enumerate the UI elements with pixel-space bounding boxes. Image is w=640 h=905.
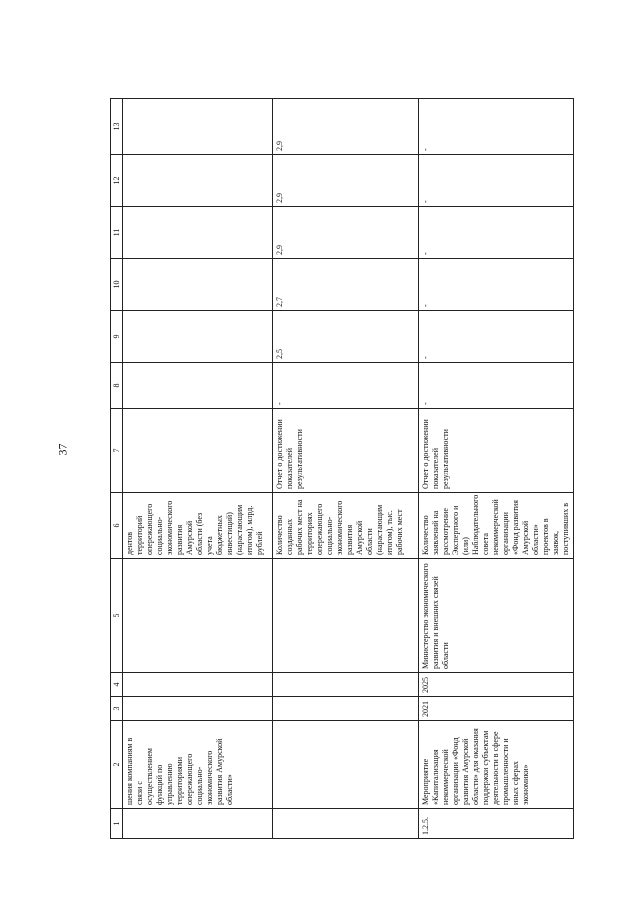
cell-name: шения компаниям в связи с осуществлением функций по управлению территориями опережающего социально-экономического развития Амурской области» [123, 721, 273, 809]
cell-indicator: Количество созданных рабочих мест на территориях опережающего социально-экономического развития Амурской области (нарастающим итогом), тыс. рабочих мест [273, 493, 419, 559]
cell-value [123, 207, 273, 259]
cell-end-year [123, 673, 273, 697]
cell-indicator: дентов территорий опережающего социально-экономического развития Амурской области (без учета бюджетных инвестиций) (нарастающим итогом), млрд. рублей [123, 493, 273, 559]
cell-number: 1.2.5. [419, 809, 574, 839]
cell-start-year [273, 697, 419, 721]
col-header-11: 11 [111, 207, 123, 259]
table-row [123, 99, 273, 839]
cell-name [273, 721, 419, 809]
cell-source: Отчет о достижении показателей результативности [273, 409, 419, 493]
cell-executor [123, 559, 273, 673]
cell-value: - [419, 311, 574, 363]
cell-value: - [419, 363, 574, 409]
cell-value: - [419, 155, 574, 207]
cell-value: 2,9 [273, 207, 419, 259]
cell-end-year [273, 673, 419, 697]
table-row [419, 99, 574, 839]
cell-value: - [419, 99, 574, 155]
cell-executor [273, 559, 419, 673]
program-table [110, 98, 574, 839]
cell-value [123, 363, 273, 409]
cell-executor: Министерство экономического развития и внешних связей области [419, 559, 574, 673]
col-header-10: 10 [111, 259, 123, 311]
col-header-4: 4 [111, 673, 123, 697]
cell-value: 2,9 [273, 155, 419, 207]
cell-value [123, 99, 273, 155]
cell-name: Мероприятие «Капитализация некоммерческой организации «Фонд развития Амурской области» для оказания поддержки субъектам деятельности в сфере промышленности и иных сферах экономики» [419, 721, 574, 809]
col-header-8: 8 [111, 363, 123, 409]
table-row [273, 99, 419, 839]
cell-number [123, 809, 273, 839]
col-header-6: 6 [111, 493, 123, 559]
col-header-2: 2 [111, 721, 123, 809]
cell-value [123, 155, 273, 207]
cell-value [123, 259, 273, 311]
cell-start-year [123, 697, 273, 721]
cell-number [273, 809, 419, 839]
col-header-7: 7 [111, 409, 123, 493]
cell-value [123, 311, 273, 363]
cell-value: - [419, 207, 574, 259]
cell-value: 2,7 [273, 259, 419, 311]
cell-source: Отчет о достижении показателей результативности [419, 409, 574, 493]
cell-value: 2,9 [273, 99, 419, 155]
cell-indicator: Количество заявлений на рассмотрение Экспертного и (или) Наблюдательного совета некоммерческой организации «Фонд развития Амурской области» проектов в заявок, поступивших в [419, 493, 574, 559]
col-header-13: 13 [111, 99, 123, 155]
cell-value: 2,5 [273, 311, 419, 363]
cell-start-year: 2021 [419, 697, 574, 721]
page-number: 37 [55, 443, 70, 456]
cell-end-year: 2025 [419, 673, 574, 697]
cell-value: - [419, 259, 574, 311]
cell-value: - [273, 363, 419, 409]
col-header-9: 9 [111, 311, 123, 363]
cell-source [123, 409, 273, 493]
col-header-12: 12 [111, 155, 123, 207]
header-row [111, 99, 123, 839]
col-header-1: 1 [111, 809, 123, 839]
col-header-5: 5 [111, 559, 123, 673]
col-header-3: 3 [111, 697, 123, 721]
